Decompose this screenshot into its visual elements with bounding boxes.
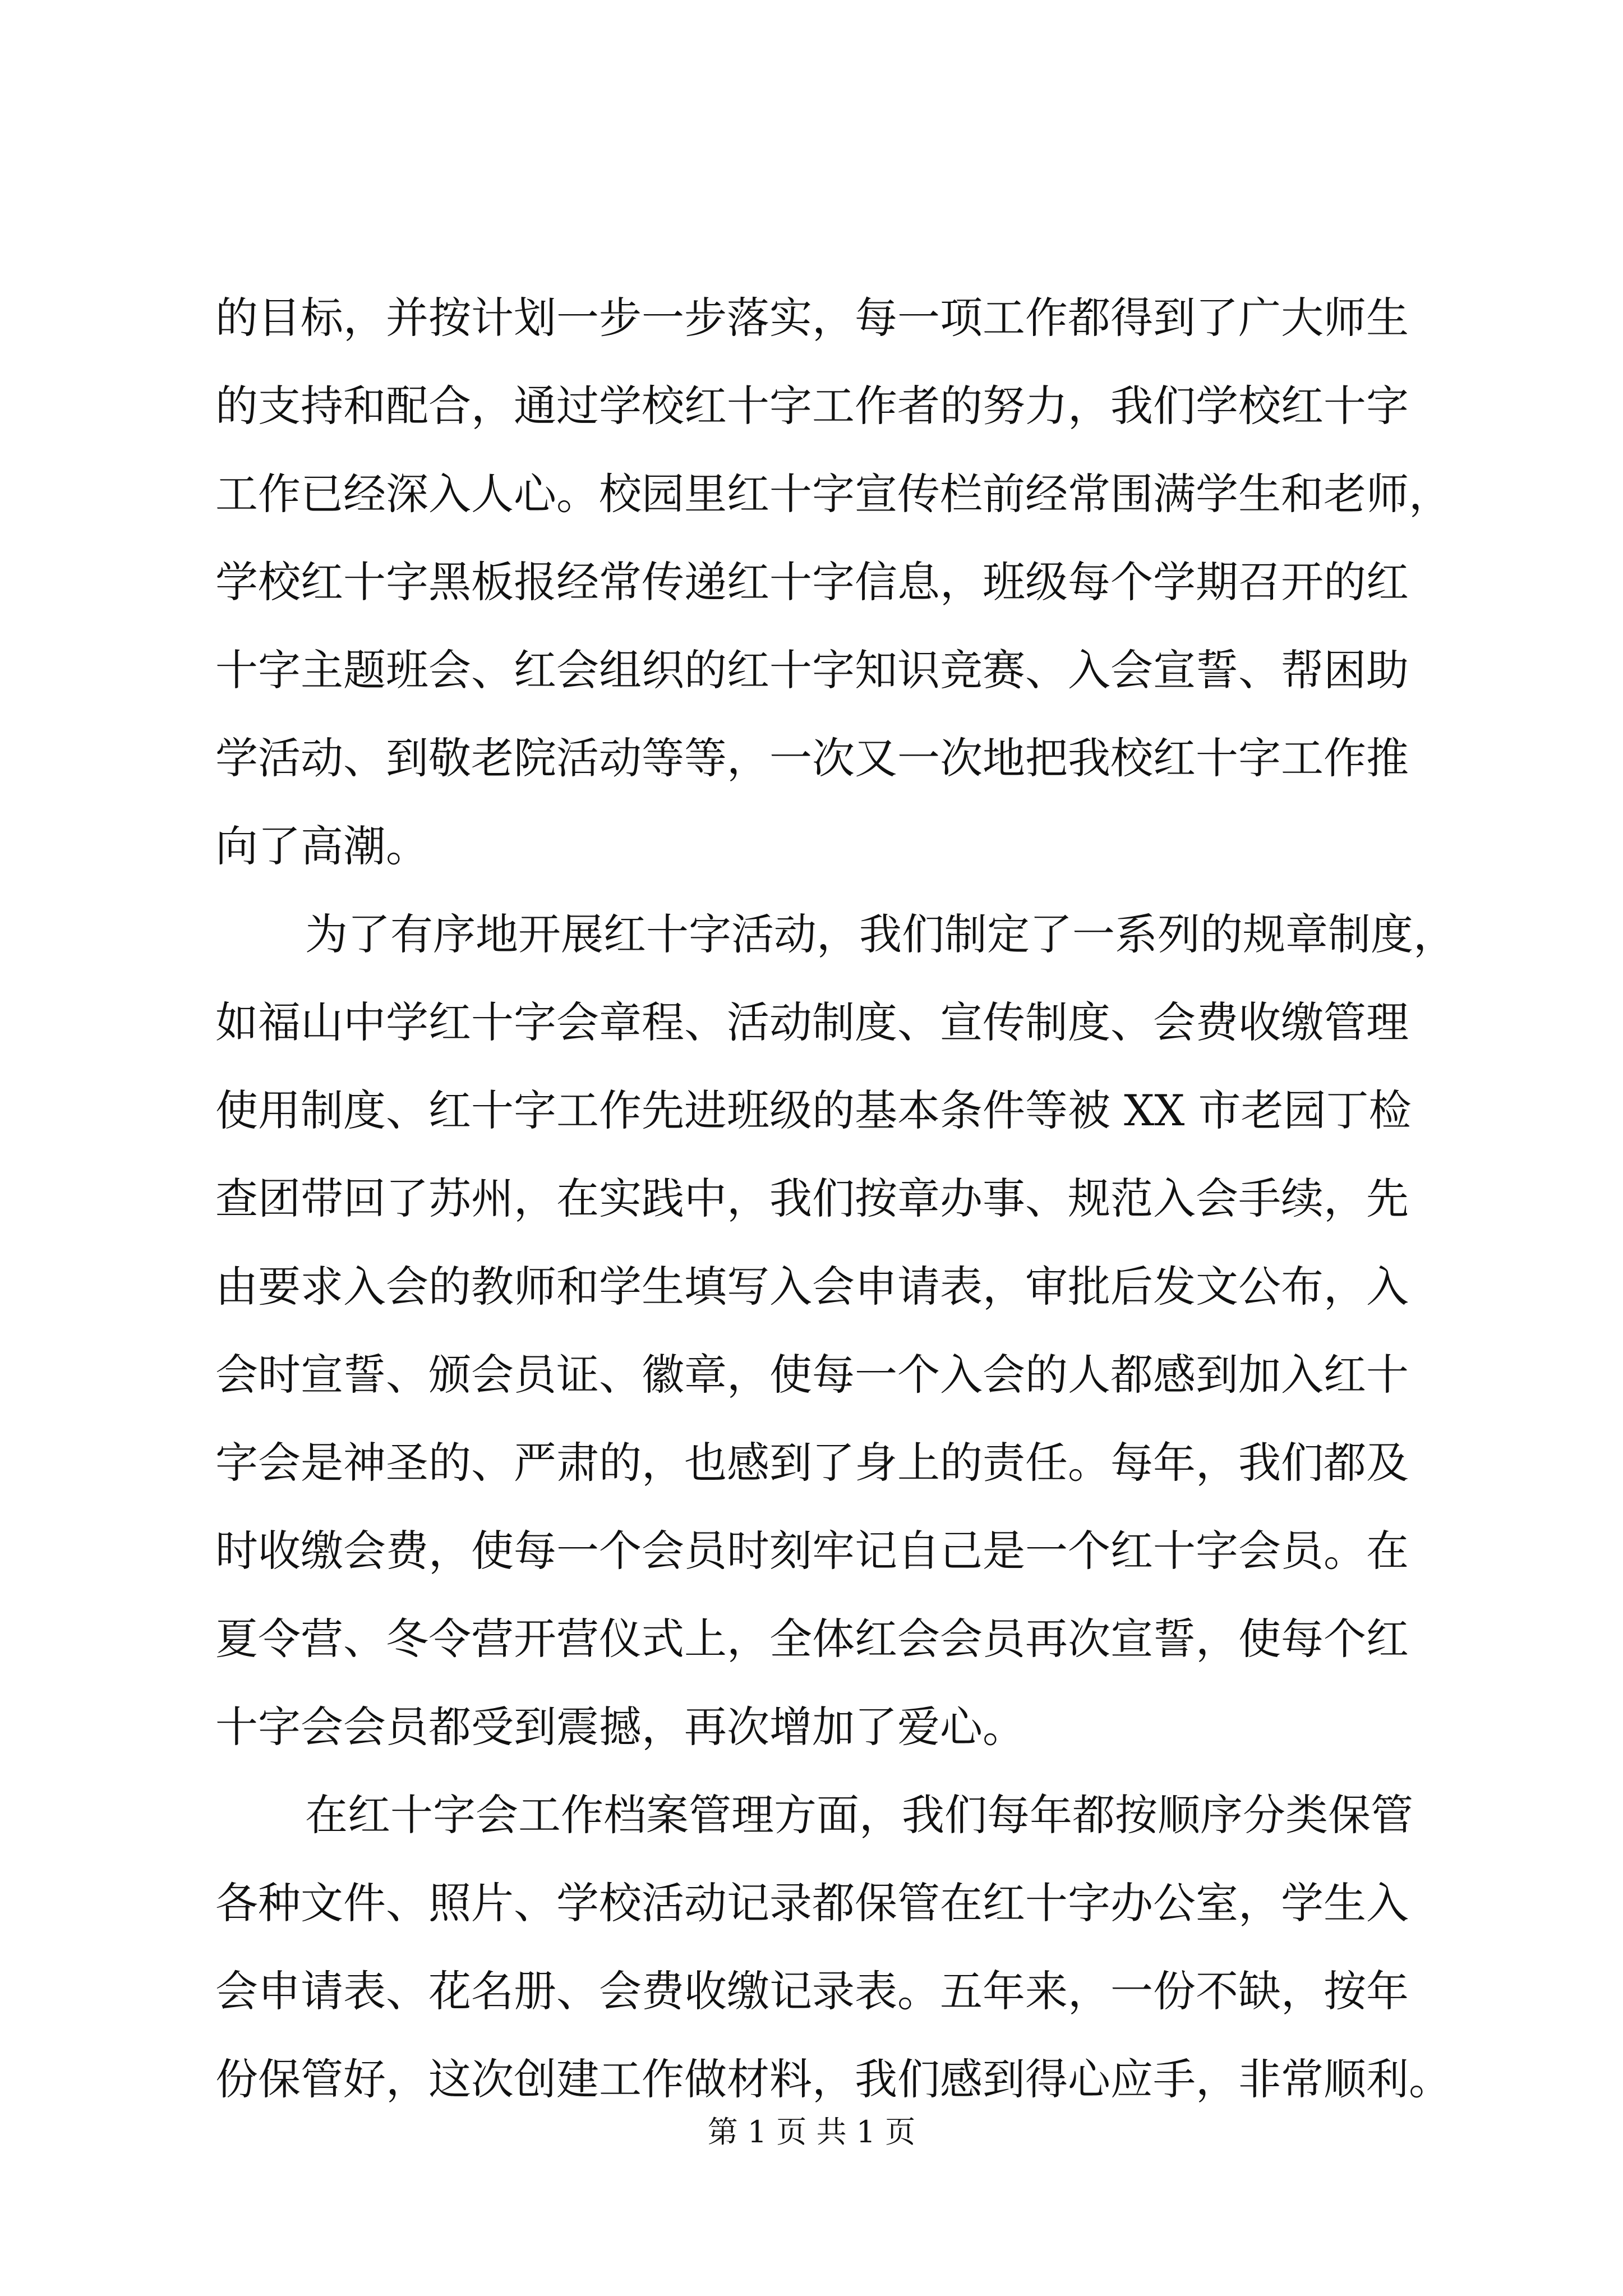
text-line: 由要求入会的教师和学生填写入会申请表，审批后发文公布，入 [215,1262,1409,1312]
page-number-footer: 第 1 页 共 1 页 [707,2114,916,2150]
text-line: 工作已经深入人心。校园里红十字宣传栏前经常围满学生和老师， [215,469,1451,519]
document-body [215,274,1456,2123]
text-line: 使用制度、红十字工作先进班级的基本条件等被 XX 市老园丁检 [215,1085,1412,1135]
text-line: 份保管好，这次创建工作做材料，我们感到得心应手，非常顺利。 [215,2054,1451,2104]
text-line: 的支持和配合，通过学校红十字工作者的努力，我们学校红十字 [215,381,1409,431]
text-line: 向了高潮。 [215,821,428,871]
text-line: 的目标，并按计划一步一步落实，每一项工作都得到了广大师生 [215,293,1409,343]
text-line: 学活动、到敬老院活动等等，一次又一次地把我校红十字工作推 [215,733,1409,783]
text-line: 时收缴会费，使每一个会员时刻牢记自己是一个红十字会员。在 [215,1526,1409,1576]
text-line: 各种文件、照片、学校活动记录都保管在红十字办公室，学生入 [215,1878,1409,1928]
text-line: 如福山中学红十字会章程、活动制度、宣传制度、会费收缴管理 [215,997,1409,1047]
text-line: 字会是神圣的、严肃的，也感到了身上的责任。每年，我们都及 [215,1438,1409,1488]
text-line: 查团带回了苏州，在实践中，我们按章办事、规范入会手续，先 [215,1174,1409,1223]
text-line: 十字主题班会、红会组织的红十字知识竞赛、入会宣誓、帮困助 [215,645,1409,695]
paragraph-start-line: 为了有序地开展红十字活动，我们制定了一系列的规章制度， [305,909,1456,959]
text-line: 学校红十字黑板报经常传递红十字信息，班级每个学期召开的红 [215,557,1409,607]
text-line: 会申请表、花名册、会费收缴记录表。五年来，一份不缺，按年 [215,1966,1409,2016]
paragraph-start-line: 在红十字会工作档案管理方面，我们每年都按顺序分类保管 [305,1790,1413,1840]
text-line: 夏令营、冬令营开营仪式上，全体红会会员再次宣誓，使每个红 [215,1614,1409,1664]
text-line: 十字会会员都受到震撼，再次增加了爱心。 [215,1702,1025,1752]
text-line: 会时宣誓、颁会员证、徽章，使每一个入会的人都感到加入红十 [215,1350,1409,1400]
